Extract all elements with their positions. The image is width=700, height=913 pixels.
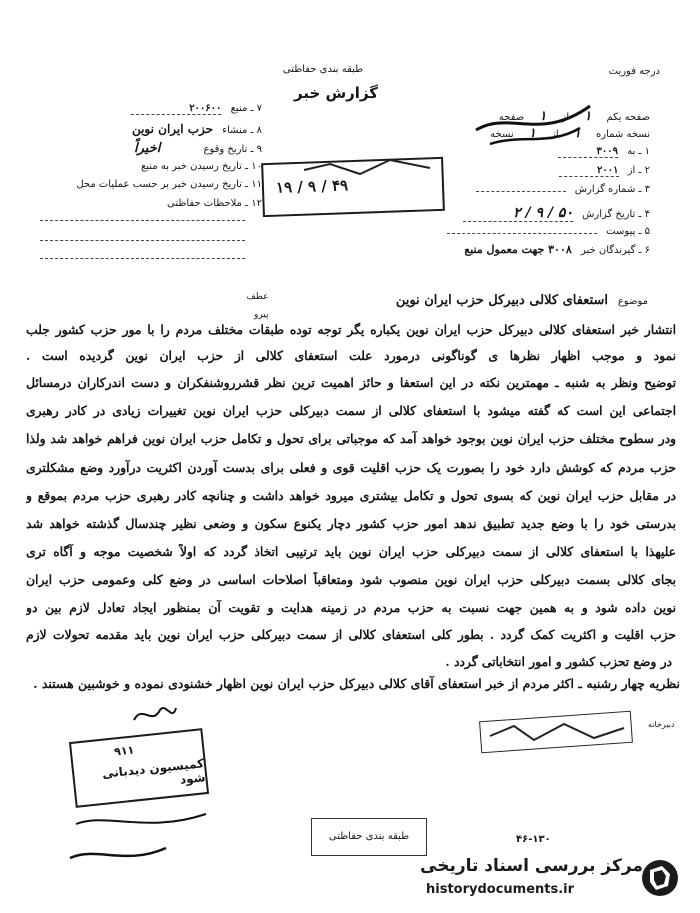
handwriting-mark — [130, 700, 180, 730]
field-recipients: ۶ ـ گیرندگان خبر ۳۰۰۸ جهت معمول منبع — [464, 243, 650, 256]
field-copy: نسخه شماره ۱ از ۱ نسخه — [490, 126, 650, 141]
body-line: نمود و موجب اظهار نظرها ی گوناگونی درمورد علت استعفای کلالی از حزب ایران نوین گردیده است . — [26, 348, 676, 363]
body-line: علیهذا با استعفای کلالی از سمت دبیرکلی حزب ایران نوین باید ترتیبی اتخاذ گردد که اولاً شخصیت موجه و آگاه تری — [26, 544, 676, 559]
body-line: حزب اقلیت و اکثریت کمک گردد . بطور کلی استعفای کلالی از سمت دبیرکلی حزب ایران نوین باید مقدمه تحولات لازم — [26, 627, 676, 642]
body-line: توضیح ونظر به شنبه ـ مهمترین نکته در این استعفا و حائز اهمیت ترین نظر قشرروشنفکران و دست اندرکاران درمسائل — [26, 375, 676, 390]
stamp-number: ۱۹ / ۹ / ۴۹ — [275, 176, 349, 197]
field-to: ۱ ـ به ۳۰۰۹ — [558, 146, 650, 158]
handwriting-mark — [484, 718, 634, 748]
classification-box-bottom: طبقه بندی حفاظتی — [311, 818, 427, 856]
body-line: حزب مردم که کوشش دارد خود را بصورت یک حزب اقلیت قوی و فعلی برای بدست آوردن اکثریت درآورد وضع مشکلتری — [26, 460, 676, 475]
field-report-number: ۳ ـ شماره گزارش — [476, 184, 650, 195]
watermark-persian: مرکز بررسی اسناد تاریخی — [420, 856, 643, 876]
subject-line: موضوع استعفای کلالی دبیرکل حزب ایران نوین — [395, 293, 648, 308]
body-line: نوین داده شود و به همین جهت نسبت به حزب مردم در زمینه هدایت و تقویت آن بمنظور ایجاد تعادل لازم بین دو — [26, 600, 676, 615]
watermark-url: historydocuments.ir — [426, 882, 575, 897]
body-line: در مقابل حزب ایران نوین که بسوی تحول و تکامل بیشتری میرود خواهد داشت و چنانچه کادر رهبری حزب مردم بموقع و — [26, 488, 676, 503]
field-source: ۷ ـ منبع ۲۰۰۶۰۰ — [131, 103, 262, 115]
subject-text: استعفای کلالی دبیرکل حزب ایران نوین — [395, 293, 609, 308]
closing-remark: نظریه چهار رشنبه ـ اکثر مردم از خبر استعفای آقای کلالی دبیرکل حزب ایران نوین اظهار خشنودی نموده و خوشبین هستند . — [33, 676, 680, 691]
subject-side-labels: عطف پیرو — [246, 292, 269, 320]
field-occurrence-date: ۹ ـ تاریخ وقوع اخیراً — [133, 141, 262, 156]
field-page: صفحه یکم ۱ از ۱ صفحه — [498, 109, 650, 124]
priority-label: درجه فوریت — [608, 66, 660, 77]
handwriting-mark — [300, 150, 440, 190]
archive-logo-icon — [640, 858, 680, 898]
field-origin: ۸ ـ منشاء حزب ایران نوین — [131, 122, 262, 136]
body-line: بدرستی خود را با وضع جدید تطبیق ندهد امور حزب کشور دچار یکنوع سکون و وضعی نظیر چندسال گذشته خواهد شد — [26, 516, 676, 531]
secretariat-label: دبیرخانه — [648, 720, 675, 729]
field-from: ۲ ـ از ۲۰۰۱ — [559, 165, 650, 177]
field-report-date: ۴ ـ تاریخ گزارش ۵۰ / ۹ / ۲ — [463, 205, 650, 222]
dashed-rule — [40, 240, 245, 241]
document-title: گزارش خبر — [293, 84, 379, 102]
dashed-rule — [40, 220, 245, 221]
commission-seal: ۹۱۱ کمیسیون دیدبانی شود — [69, 728, 209, 808]
body-line: اجتماعی این است که گفته میشود با استعفای کلالی از سمت دبیرکلی حزب ایران نوین تغییرات زیادی در کادر رهبری — [26, 403, 676, 418]
body-line: در وضع تحزب کشور و امور انتخاباتی گردد . — [445, 654, 672, 669]
body-line: بجای کلالی بسمت دبیرکلی حزب ایران نوین منصوب شود ومتعاقباً اصلاحات اساسی در وضع کلی وعمومی حزب ایران — [26, 572, 676, 587]
field-security-notes: ۱۲ ـ ملاحظات حفاظتی — [167, 198, 262, 209]
handwriting-mark — [470, 100, 600, 150]
body-line: انتشار خبر استعفای کلالی دبیرکل حزب ایران نوین یکباره یگر توجه توده طبقات مختلف مردم را با مور حزب کشور جلب — [26, 322, 676, 337]
field-received-date: ۱۰ ـ تاریخ رسیدن خبر به منبع — [140, 161, 262, 172]
field-received-date-ops: ۱۱ ـ تاریخ رسیدن خبر بر حسب عملیات محل — [76, 179, 262, 190]
field-attachment: ۵ ـ پیوست — [447, 226, 650, 237]
classification-label-top: طبقه بندی حفاظتی — [282, 64, 364, 75]
body-line: ودر سطوح مختلف حزب ایران نوین بوجود خواهد آمد که موجباتی برای تحول و تکامل حزب ایران نوین فراهم خواهد شد ولذا — [26, 431, 676, 446]
dashed-rule — [40, 258, 245, 259]
document-id: ۴۶-۱۳۰ — [516, 834, 551, 845]
handwriting-mark — [66, 810, 216, 870]
